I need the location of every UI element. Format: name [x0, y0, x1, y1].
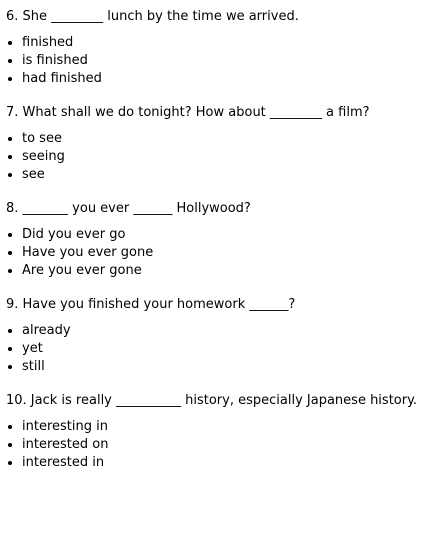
bullet-icon — [8, 443, 12, 447]
bullet-icon — [8, 77, 12, 81]
bullet-icon — [8, 173, 12, 177]
bullet-icon — [8, 425, 12, 429]
answer-option — [6, 244, 421, 262]
answer-options — [6, 34, 421, 88]
question-text: 9. Have you finished your homework ______? — [6, 297, 296, 312]
answer-option-label: already — [22, 323, 71, 338]
bullet-icon — [8, 269, 12, 273]
answer-option-label: interested on — [22, 437, 109, 452]
bullet-icon — [8, 233, 12, 237]
answer-option — [6, 148, 421, 166]
answer-option-label: see — [22, 167, 45, 182]
question-text: 6. She ________ lunch by the time we arrived. — [6, 9, 299, 24]
answer-option-label: Did you ever go — [22, 227, 126, 242]
answer-option — [6, 262, 421, 280]
question-block-8 — [6, 198, 421, 280]
answer-option-label: Are you ever gone — [22, 263, 142, 278]
bullet-icon — [8, 365, 12, 369]
answer-option — [6, 166, 421, 184]
answer-option — [6, 70, 421, 88]
answer-option — [6, 340, 421, 358]
answer-option — [6, 130, 421, 148]
answer-option-label: finished — [22, 35, 74, 50]
answer-option-label: still — [22, 359, 45, 374]
answer-option — [6, 436, 421, 454]
answer-options — [6, 322, 421, 376]
answer-option — [6, 226, 421, 244]
answer-option-label: yet — [22, 341, 43, 356]
answer-option — [6, 358, 421, 376]
bullet-icon — [8, 155, 12, 159]
answer-option — [6, 418, 421, 436]
answer-option — [6, 454, 421, 472]
answer-options — [6, 418, 421, 472]
answer-option-label: interested in — [22, 455, 105, 470]
question-text: 8. _______ you ever ______ Hollywood? — [6, 201, 251, 216]
bullet-icon — [8, 329, 12, 333]
bullet-icon — [8, 137, 12, 141]
question-block-9 — [6, 294, 421, 376]
bullet-icon — [8, 251, 12, 255]
question-text: 7. What shall we do tonight? How about ________ a film? — [6, 105, 370, 120]
question-text: 10. Jack is really __________ history, especially Japanese history. — [6, 393, 418, 408]
answer-option-label: had finished — [22, 71, 102, 86]
bullet-icon — [8, 461, 12, 465]
answer-option-label: interesting in — [22, 419, 108, 434]
question-block-6 — [6, 6, 421, 88]
bullet-icon — [8, 41, 12, 45]
answer-option-label: seeing — [22, 149, 65, 164]
bullet-icon — [8, 347, 12, 351]
bullet-icon — [8, 59, 12, 63]
question-block-10 — [6, 390, 421, 472]
answer-option-label: to see — [22, 131, 62, 146]
answer-options — [6, 226, 421, 280]
answer-option — [6, 322, 421, 340]
answer-option-label: Have you ever gone — [22, 245, 154, 260]
answer-option — [6, 52, 421, 70]
answer-options — [6, 130, 421, 184]
question-block-7 — [6, 102, 421, 184]
answer-option — [6, 34, 421, 52]
answer-option-label: is finished — [22, 53, 88, 68]
